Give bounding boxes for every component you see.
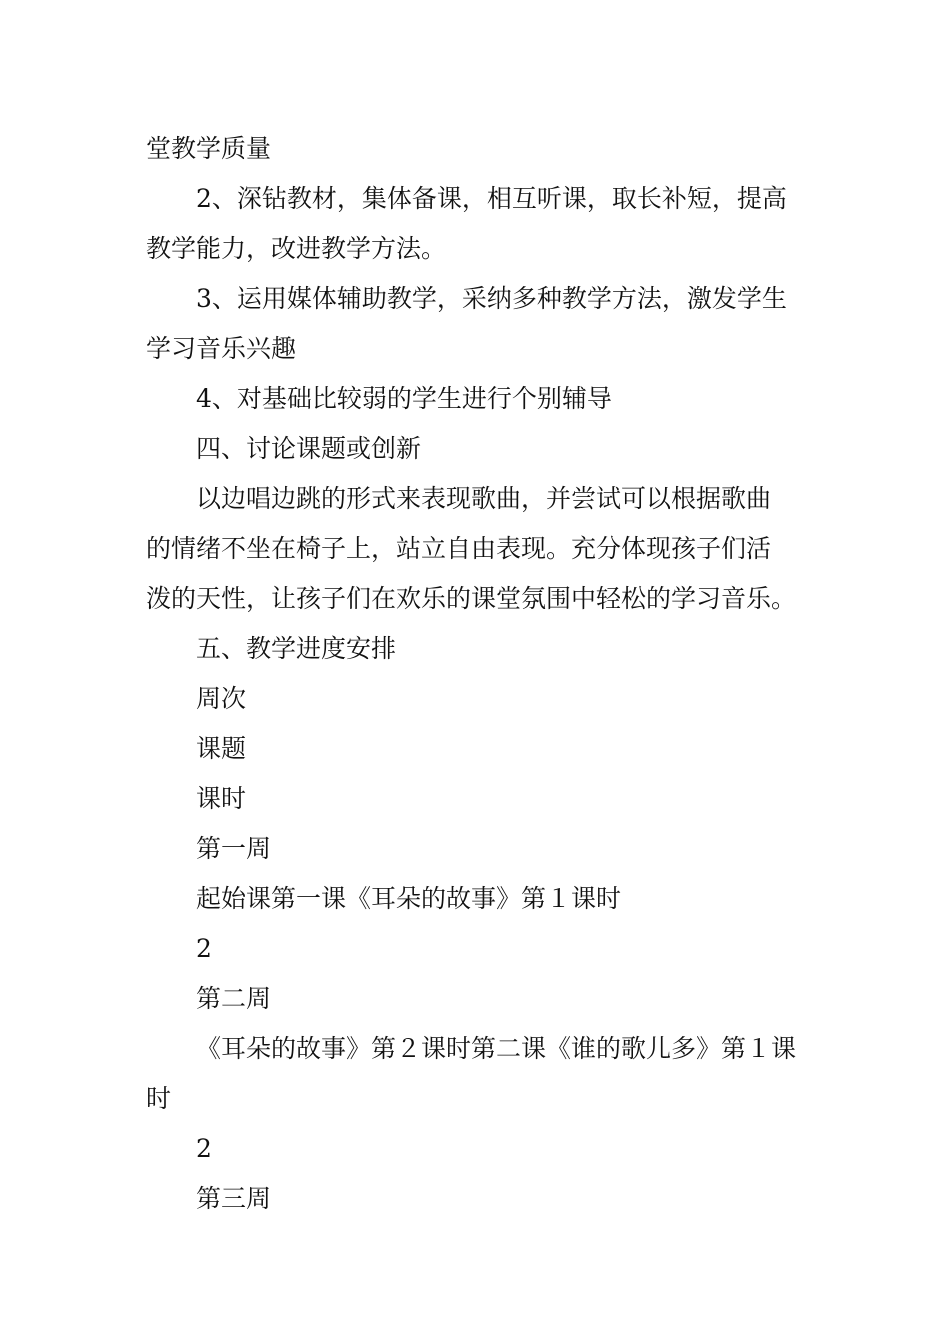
table-cell-week: 第一周 [196,834,272,863]
table-cell-topic-continued: 时 [146,1084,172,1113]
table-header-topic: 课题 [196,734,247,763]
section-heading: 五、教学进度安排 [196,634,397,663]
text-line: 以边唱边跳的形式来表现歌曲，并尝试可以根据歌曲 [196,484,772,513]
table-cell-hours: 2 [196,1134,212,1163]
table-cell-topic: 起始课第一课《耳朵的故事》第１课时 [196,884,622,913]
section-heading: 四、讨论课题或创新 [196,434,422,463]
text-line: 学习音乐兴趣 [146,334,297,363]
text-line: 的情绪不坐在椅子上，站立自由表现。充分体现孩子们活 [146,534,772,563]
table-cell-topic: 《耳朵的故事》第２课时第二课《谁的歌儿多》第１课 [196,1034,797,1063]
text-line: 教学能力，改进教学方法。 [146,234,447,263]
text-line: 2、深钻教材，集体备课，相互听课，取长补短，提高 [196,184,787,213]
table-header-hours: 课时 [196,784,247,813]
table-cell-hours: 2 [196,934,212,963]
document-body [146,124,812,1224]
text-line: 3、运用媒体辅助教学，采纳多种教学方法，激发学生 [196,284,787,313]
text-line: 堂教学质量 [146,134,272,163]
table-header-week: 周次 [196,684,247,713]
text-line: 泼的天性，让孩子们在欢乐的课堂氛围中轻松的学习音乐。 [146,584,797,613]
table-cell-week: 第三周 [196,1184,272,1213]
table-cell-week: 第二周 [196,984,272,1013]
text-line: 4、对基础比较弱的学生进行个别辅导 [196,384,612,413]
